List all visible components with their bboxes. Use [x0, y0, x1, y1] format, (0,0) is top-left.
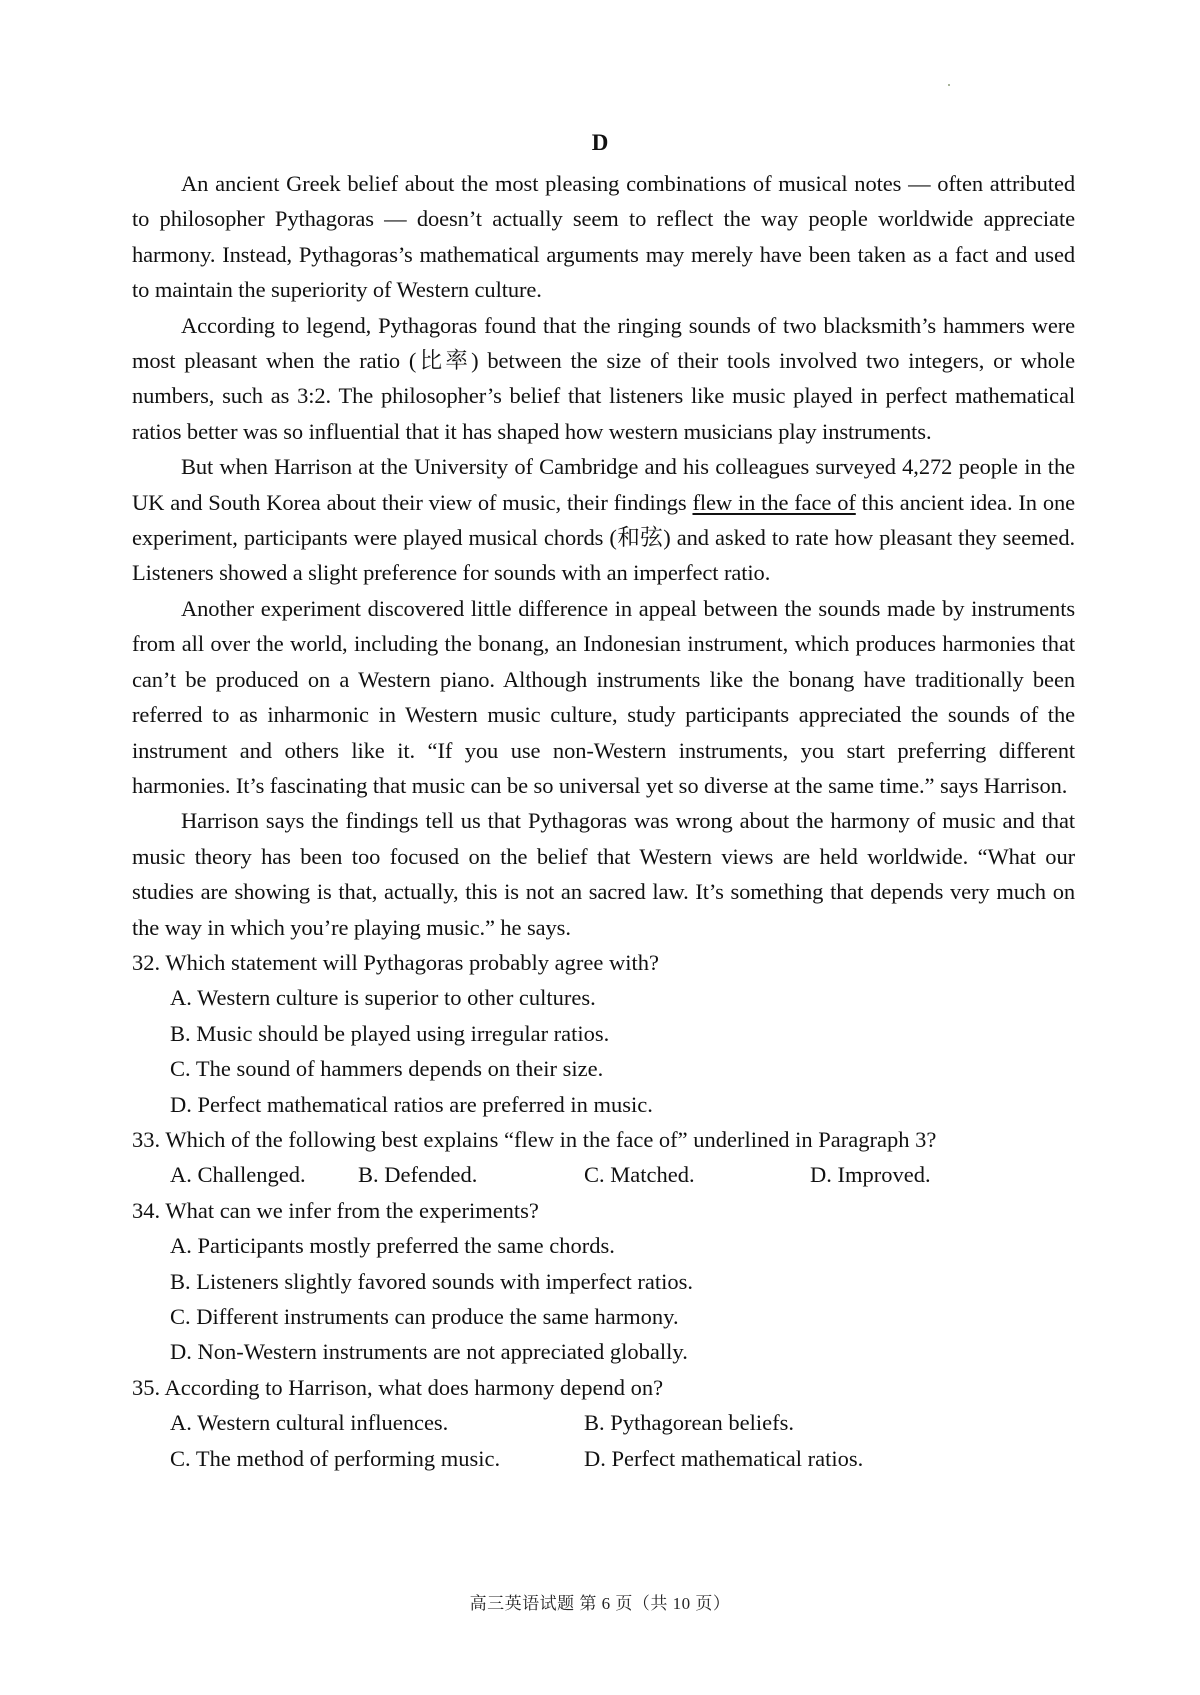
- passage-paragraph-2: According to legend, Pythagoras found that the ringing sounds of two blacksmith’s hammers were most pleasant when the ratio (比率) between the size of their tools involved two integers, or whole numbers, such as 3:2. The philosopher’s belief that listeners like music played in perfect mathematical ratios better was so influential that it has shaped how western musicians play instruments.: [132, 312, 1075, 444]
- question-33: [132, 1122, 1075, 1193]
- paragraph-3-text-before: But when Harrison at the University of Cambridge and his colleagues surveyed 4,272 people in the UK and South Korea about their view of music, their findings: [132, 454, 1075, 515]
- option-d[interactable]: D. Perfect mathematical ratios are preferred in music.: [170, 1091, 653, 1117]
- option-c[interactable]: C. Different instruments can produce the same harmony.: [170, 1303, 679, 1329]
- option-b[interactable]: B. Listeners slightly favored sounds with imperfect ratios.: [170, 1268, 694, 1294]
- option-c[interactable]: C. Matched.: [584, 1162, 695, 1188]
- question-stem: 35. According to Harrison, what does harmony depend on?: [132, 1374, 664, 1400]
- option-b[interactable]: B. Pythagorean beliefs.: [584, 1410, 794, 1436]
- option-d[interactable]: D. Improved.: [810, 1162, 931, 1188]
- paragraph-3-text-after: this ancient idea. In one experiment, participants were played musical chords (和弦) and asked to rate how pleasant they seemed. Listeners showed a slight preference for sounds with an imperfect ratio.: [132, 489, 1076, 586]
- option-d[interactable]: D. Perfect mathematical ratios.: [584, 1445, 864, 1471]
- option-a[interactable]: A. Western cultural influences.: [170, 1410, 449, 1436]
- section-title: D: [591, 130, 609, 155]
- passage-paragraph-4: Another experiment discovered little difference in appeal between the sounds made by instruments from all over the world, including the bonang, an Indonesian instrument, which produces harmonies that can’t be produced on a Western piano. Although instruments like the bonang have traditionally been referred to as inharmonic in Western music culture, study participants appreciated the sounds of the instrument and others like it. “If you use non-Western instruments, you start preferring different harmonies. It’s fascinating that music can be so universal yet so diverse at the same time.” says Harrison.: [132, 595, 1075, 798]
- option-a[interactable]: A. Challenged.: [170, 1162, 306, 1188]
- passage-paragraph-5: Harrison says the findings tell us that Pythagoras was wrong about the harmony of music and that music theory has been too focused on the belief that Western views are held worldwide. “What our studies are showing is that, actually, this is not an sacred law. It’s something that depends very much on the way in which you’re playing music.” he says.: [132, 808, 1075, 940]
- option-b[interactable]: B. Defended.: [358, 1162, 478, 1188]
- passage-paragraph-3: [132, 449, 1075, 591]
- question-35: [132, 1370, 1075, 1476]
- passage-paragraph-1: An ancient Greek belief about the most pleasing combinations of musical notes — often attributed to philosopher Pythagoras — doesn’t actually seem to reflect the way people worldwide appreciate harmony. Instead, Pythagoras’s mathematical arguments may merely have been taken as a fact and used to maintain the superiority of Western culture.: [132, 171, 1075, 303]
- option-c[interactable]: C. The sound of hammers depends on their size.: [170, 1056, 604, 1082]
- option-d[interactable]: D. Non-Western instruments are not appreciated globally.: [170, 1339, 688, 1365]
- question-stem: 32. Which statement will Pythagoras probably agree with?: [132, 949, 659, 975]
- reading-section: [132, 166, 1075, 1476]
- question-stem: 34. What can we infer from the experiments?: [132, 1197, 539, 1223]
- option-c[interactable]: C. The method of performing music.: [170, 1445, 501, 1471]
- options-row: [132, 1441, 1075, 1476]
- page-footer: 高三英语试题 第 6 页（共 10 页）: [469, 1594, 731, 1613]
- options-row: [132, 1405, 1075, 1440]
- options-row: [132, 1157, 1075, 1192]
- question-32: [132, 945, 1075, 1122]
- question-stem: 33. Which of the following best explains “flew in the face of” underlined in Paragraph 3?: [132, 1126, 937, 1152]
- underlined-phrase: flew in the face of: [692, 489, 856, 515]
- option-a[interactable]: A. Participants mostly preferred the same chords.: [170, 1233, 615, 1259]
- option-a[interactable]: A. Western culture is superior to other cultures.: [170, 985, 596, 1011]
- question-34: [132, 1193, 1075, 1370]
- scan-speck: [948, 84, 950, 86]
- option-b[interactable]: B. Music should be played using irregular ratios.: [170, 1020, 610, 1046]
